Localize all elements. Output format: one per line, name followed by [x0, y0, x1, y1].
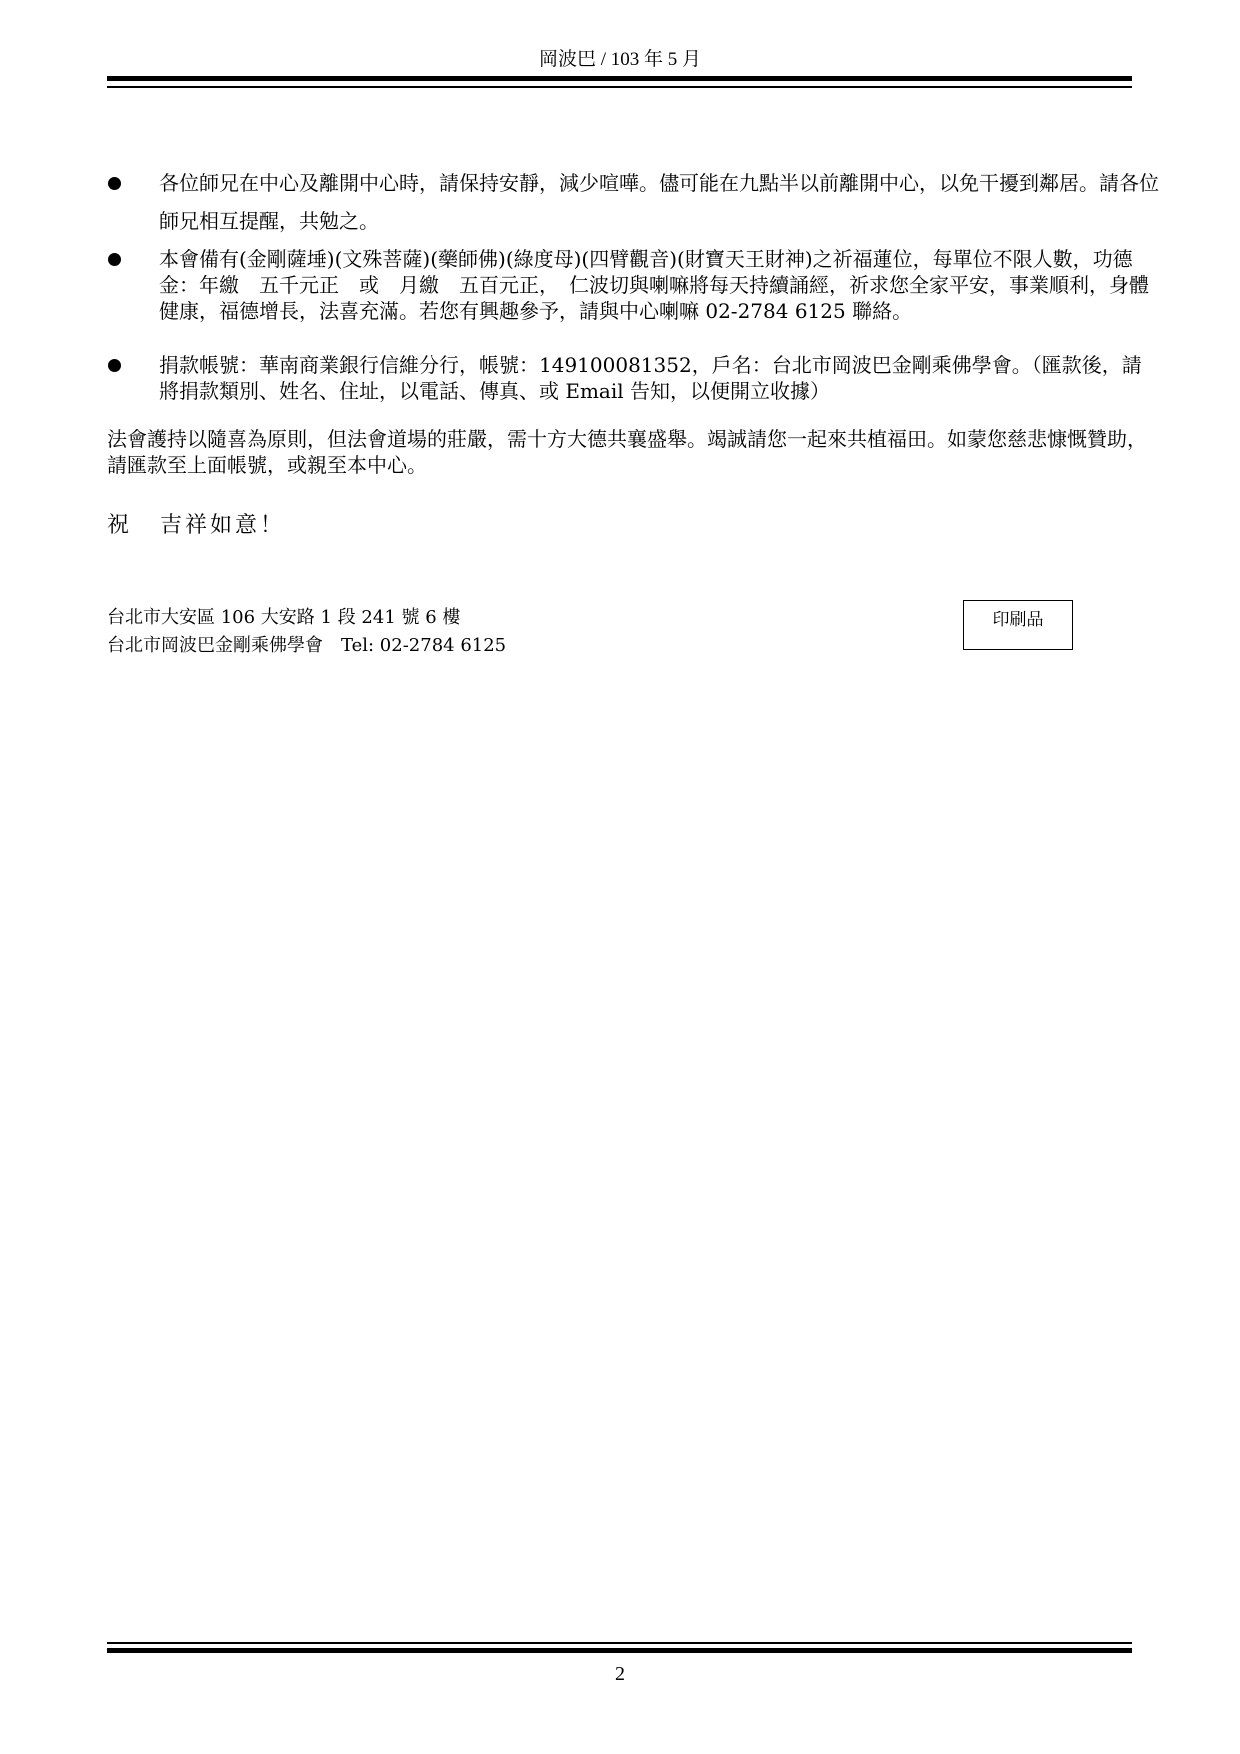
address-line: 台北市大安區 106 大安路 1 段 241 號 6 樓 [107, 607, 461, 628]
address-block [107, 604, 506, 660]
organization-contact: 台北市岡波巴金剛乘佛學會 Tel: 02-2784 6125 [107, 635, 507, 656]
notice-text: 各位師兄在中心及離開中心時，請保持安靜，減少喧嘩。儘可能在九點半以前離開中心，以免干擾到鄰居。請各位師兄相互提醒，共勉之。 [159, 171, 1159, 233]
notice-item [107, 246, 1159, 324]
greeting-prefix: 祝 [107, 513, 133, 538]
notice-item [107, 164, 1159, 240]
notice-item [107, 352, 1159, 404]
bullet-icon [108, 359, 121, 372]
printed-matter-stamp: 印刷品 [963, 600, 1073, 650]
header-rule-thick [107, 76, 1132, 81]
header-title: 岡波巴 / 103 年 5 月 [538, 49, 702, 70]
footer-rule-thin [107, 1642, 1132, 1644]
notice-text: 本會備有(金剛薩埵)(文殊菩薩)(藥師佛)(綠度母)(四臂觀音)(財寶天王財神)之祈福蓮位，每單位不限人數，功德金：年繳 五千元正 或 月繳 五百元正， 仁波切與喇嘛將每天持續誦經，祈求您全家平安，事業順利，身體健康，福德增長，法喜充滿。若您有興趣參予，請與中心喇嘛 02-2784 6125 聯絡。 [159, 247, 1149, 323]
footer-rule-thick [107, 1648, 1132, 1653]
greeting [107, 508, 1159, 539]
page-number: 2 [615, 1663, 625, 1685]
notice-text: 捐款帳號：華南商業銀行信維分行，帳號：149100081352，戶名：台北市岡波巴金剛乘佛學會。（匯款後，請將捐款類別、姓名、住址，以電話、傳真、或 Email 告知，以便開立收據） [159, 353, 1142, 403]
header-rule-thin [107, 86, 1132, 88]
bullet-icon [108, 253, 121, 266]
appeal-paragraph: 法會護持以隨喜為原則，但法會道場的莊嚴，需十方大德共襄盛舉。竭誠請您一起來共植福田。如蒙您慈悲慷慨贊助，請匯款至上面帳號，或親至本中心。 [107, 427, 1147, 477]
greeting-wish: 吉祥如意！ [160, 513, 286, 538]
bullet-icon [108, 177, 121, 190]
notice-content [107, 170, 1159, 539]
